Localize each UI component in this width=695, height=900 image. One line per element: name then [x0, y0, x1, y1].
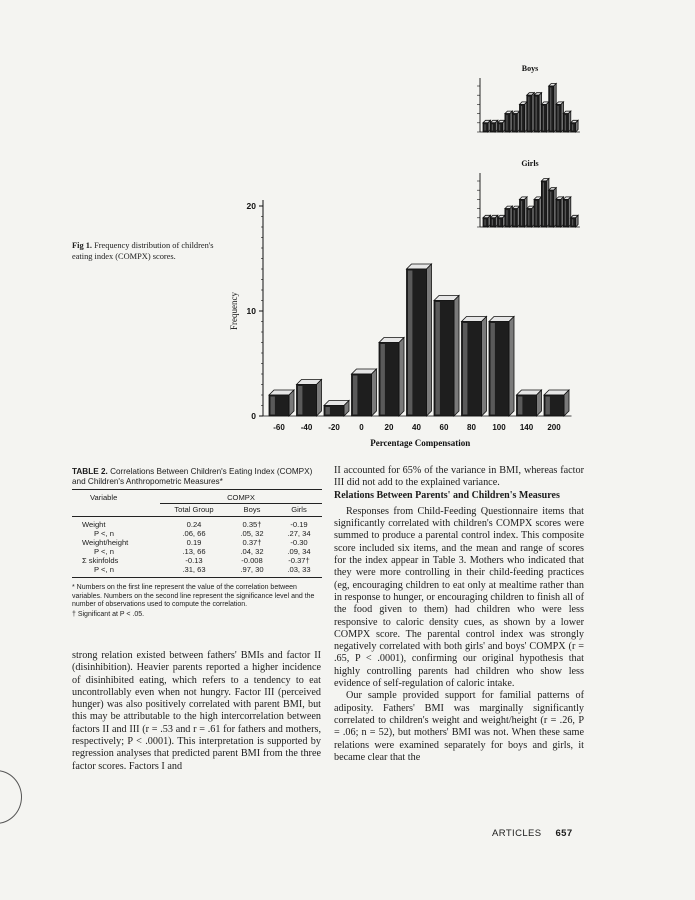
table-cell: .06, 66	[182, 529, 206, 538]
table-row-label: Σ skinfolds	[82, 556, 119, 565]
inset-boys-svg	[470, 60, 580, 140]
inset-title: Girls	[521, 159, 539, 168]
table-row	[72, 520, 322, 529]
table-cell: -0.30	[290, 538, 308, 547]
page-number: 657	[555, 828, 573, 839]
table-cell: 0.24	[186, 520, 202, 529]
x-tick-label: 60	[439, 423, 449, 432]
inset-bar	[512, 111, 520, 132]
table-cell: .04, 32	[240, 547, 264, 556]
table-cell: 0.37†	[242, 538, 262, 547]
table-footnote-2: † Significant at P < .05.	[72, 610, 145, 618]
bar	[517, 390, 542, 416]
table-cell: .05, 32	[240, 529, 264, 538]
inset-chart-boys	[470, 60, 580, 140]
table-group-header: COMPX	[227, 493, 255, 502]
table-header-girls: Girls	[291, 505, 307, 514]
x-axis-label: Percentage Compensation	[370, 438, 471, 448]
figure-caption	[72, 240, 232, 262]
y-tick-label: 20	[246, 201, 256, 211]
left-body-text: strong relation existed between fathers' BMIs and factor II (disinhibition). Heavier parents reported a higher incidence of disinhibited eating, which refers to a tendency to eat uncontrollably even when not hungry. Factor III (perceived hunger) was also positively correlated with parent BMI, but this may be attributable to the high intercorrelation between factors II and III (r = .53 and r = .61 for fathers and mothers, respectively; P < .0001). This interpretation is supported by regression analyses that predicted parent BMI from the three factor scores. Factors I and	[72, 650, 321, 772]
inset-bar	[505, 111, 513, 132]
x-tick-label: 140	[519, 423, 534, 432]
x-tick-label: 100	[492, 423, 506, 432]
inset-bar	[534, 93, 542, 132]
table-row-label: P <, n	[94, 547, 114, 556]
table-row	[72, 529, 322, 538]
right-paragraph-1: II accounted for 65% of the variance in BMI, whereas factor III did not add to the explained variance.	[334, 465, 584, 489]
inset-bar	[541, 102, 549, 132]
page-footer	[492, 828, 573, 839]
table-col-variable: Variable	[90, 493, 118, 502]
table-2	[72, 467, 322, 619]
bar	[462, 317, 487, 417]
x-tick-label: 20	[384, 423, 394, 432]
table-cell: .09, 34	[287, 547, 311, 556]
inset-bar	[520, 102, 528, 132]
table-cell: 0.19	[186, 538, 202, 547]
table-cell: -0.19	[290, 520, 308, 529]
bar	[269, 390, 294, 416]
table-row-label: P <, n	[94, 565, 114, 574]
x-tick-label: 0	[359, 423, 364, 432]
table-label: TABLE 2.	[72, 467, 108, 476]
table-row	[72, 538, 322, 547]
right-column	[334, 465, 584, 764]
inset-title: Boys	[521, 64, 539, 73]
bar	[297, 380, 322, 417]
table-cell: -0.008	[241, 556, 263, 565]
table-cell: -0.13	[185, 556, 203, 565]
inset-bar	[483, 120, 491, 132]
x-tick-label: 40	[412, 423, 421, 432]
section-heading: Relations Between Parents' and Children's Measures	[334, 489, 560, 501]
table-footnote-1: * Numbers on the first line represent the value of the correlation between variables. Numbers on the second line represent the significance level and the number of observations used to compute the correlation.	[72, 584, 315, 609]
x-tick-label: 80	[467, 423, 476, 432]
table-cell: .13, 66	[182, 547, 206, 556]
bar	[489, 317, 514, 417]
table-title	[72, 467, 322, 487]
table-cell: .31, 63	[182, 565, 206, 574]
binder-hole	[0, 770, 22, 824]
table-header-total: Total Group	[174, 505, 214, 514]
x-tick-label: -20	[328, 423, 340, 432]
right-paragraph-2: Responses from Child-Feeding Questionnaire items that significantly correlated with children's COMPX scores were summed to produce a parental control index. This composite score included six items, and the mean and range of scores for the index appear in Table 3. Mothers who indicated that they were more controlling in their child-feeding practices (eg, encouraging children to eat only at mealtime rather than in response to hunger, or encouraging children to finish all of the food given to them) had children who were less responsive to caloric density cues, as shown by a lower COMPX score. The parental control index was strongly negatively correlated with both girls' and boys' COMPX (r = .65, P < .0001), confirming our original hypothesis that highly controlling parents had children who show less evidence of self-regulation of caloric intake.	[334, 505, 584, 690]
table-row	[72, 556, 322, 565]
y-axis-label: Frequency	[229, 292, 239, 330]
bar	[379, 338, 404, 417]
bar	[544, 390, 569, 416]
inset-bar	[549, 84, 557, 133]
table-header-boys: Boys	[243, 505, 261, 514]
table-cell: -0.37†	[288, 556, 310, 565]
x-tick-label: -60	[273, 423, 285, 432]
x-tick-label: -40	[300, 423, 313, 432]
table-row-label: Weight	[82, 520, 106, 529]
table-cell: .97, 30	[240, 565, 264, 574]
table-cell: 0.35†	[242, 520, 262, 529]
figure-caption-label: Fig 1.	[72, 241, 93, 250]
y-tick-label: 0	[251, 411, 256, 421]
table-row-label: Weight/height	[82, 538, 129, 547]
figure-caption-text: Frequency distribution of children's eating index (COMPX) scores.	[72, 241, 214, 261]
main-chart-svg	[215, 180, 575, 450]
inset-bar	[498, 120, 506, 132]
right-paragraph-3: Our sample provided support for familial patterns of adiposity. Fathers' BMI was marginally significantly correlated to children's weight and weight/height (r = .26, P = .06; n = 52), but mothers' BMI was not. When these same relations were examined separately for boys and girls, it became clear that the	[334, 690, 584, 763]
table-cell: .27, 34	[287, 529, 311, 538]
inset-bar	[490, 120, 498, 132]
inset-bar	[556, 102, 564, 132]
bar	[352, 369, 377, 416]
footer-section: ARTICLES	[492, 828, 542, 839]
inset-bar	[527, 93, 535, 132]
table-row	[72, 547, 322, 556]
table-cell: .03, 33	[287, 565, 311, 574]
table-body	[72, 520, 322, 574]
table-title-text: Correlations Between Children's Eating Index (COMPX) and Children's Anthropometric Measures*	[72, 467, 313, 486]
y-tick-label: 10	[246, 306, 256, 316]
x-tick-label: 200	[547, 423, 561, 432]
table-row	[72, 565, 322, 574]
bar	[434, 296, 459, 417]
main-chart	[215, 180, 575, 450]
table-row-label: P <, n	[94, 529, 114, 538]
inset-bar	[563, 111, 571, 132]
bar	[407, 264, 432, 416]
bar	[324, 401, 349, 417]
inset-bar	[571, 120, 579, 132]
